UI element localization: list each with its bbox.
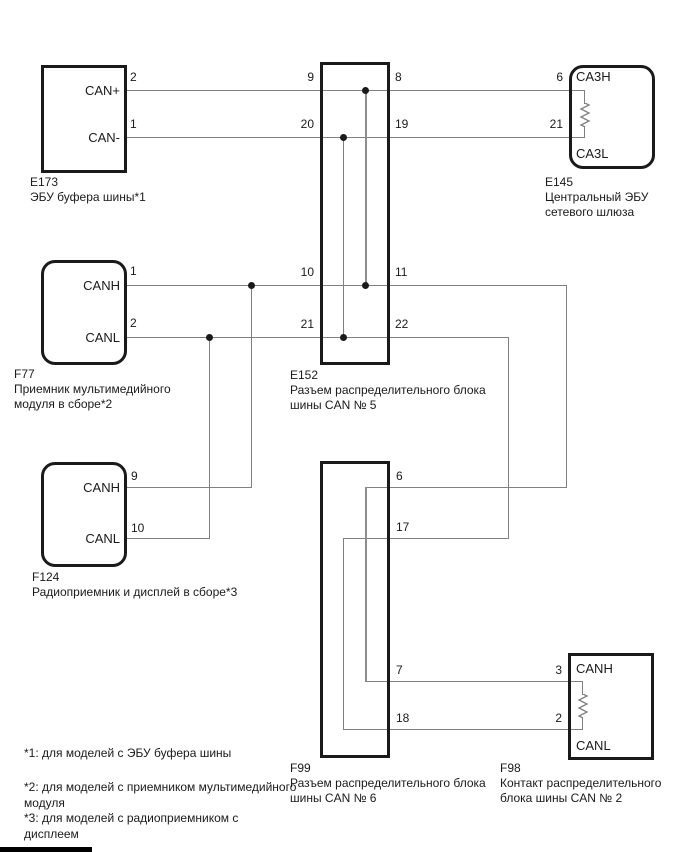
pin-number: 18: [396, 711, 410, 725]
terminal-label: CA3L: [576, 146, 609, 161]
terminal-label: CANH: [83, 278, 120, 293]
component-label-e173: [30, 175, 230, 205]
component-label-e145: [545, 175, 675, 220]
wire-f124-canl: [127, 538, 210, 539]
wire-f77-canl: [127, 337, 509, 338]
pin-number: 2: [130, 70, 137, 84]
junction-dot: [248, 282, 255, 289]
pin-number: 9: [307, 70, 314, 84]
f99-connector-box: [320, 461, 390, 758]
component-id: E152: [290, 368, 319, 382]
pin-number: 10: [300, 265, 314, 279]
footnote-2: *2: для моделей с приемником мультимедийного модуля: [24, 780, 297, 810]
component-id: E145: [545, 175, 574, 189]
wire-f99-pin6: [366, 487, 567, 488]
component-desc: Радиоприемник и дисплей в сборе*3: [32, 585, 238, 599]
terminal-label: CA3H: [576, 69, 611, 84]
terminal-label: CANL: [576, 738, 611, 753]
pin-number: 11: [395, 265, 408, 279]
pin-number: 7: [396, 663, 403, 677]
component-desc: Приемник мультимедийного модуля в сборе*2: [14, 382, 171, 411]
pin-number: 17: [396, 520, 410, 534]
pin-number: 21: [300, 317, 314, 331]
pin-number: 20: [300, 117, 314, 131]
component-id: F124: [32, 570, 60, 584]
wire-f124-canh-branch: [251, 285, 252, 488]
wire-canl-vertical-right: [508, 337, 509, 539]
e152-connector-box: [320, 62, 390, 365]
pin-number: 22: [395, 317, 409, 331]
bottom-edge-bar: [0, 847, 92, 852]
component-label-f124: [32, 570, 292, 600]
pin-number: 19: [395, 117, 409, 131]
pin-number: 3: [555, 663, 562, 677]
component-id: F99: [290, 761, 311, 775]
pin-number: 2: [130, 316, 137, 330]
component-desc: Центральный ЭБУ сетевого шлюза: [545, 190, 649, 219]
pin-number: 21: [549, 117, 563, 131]
f77-box: [41, 260, 127, 365]
pin-number: 2: [555, 711, 562, 725]
terminal-label: CANL: [85, 531, 120, 546]
component-label-f98: [500, 761, 675, 806]
component-id: F77: [14, 367, 35, 381]
junction-dot: [206, 334, 213, 341]
component-desc: Разъем распределительного блока шины CAN № 5: [290, 383, 486, 412]
component-label-f77: [14, 367, 184, 412]
footnote-1: *1: для моделей с ЭБУ буфера шины: [24, 746, 232, 760]
component-desc: ЭБУ буфера шины*1: [30, 190, 146, 204]
wire-f98-canh: [366, 681, 583, 682]
footnote-3: *3: для моделей с радиоприемником с дисплеем: [24, 811, 239, 841]
pin-number: 6: [556, 70, 563, 84]
terminal-label: CANH: [83, 480, 120, 495]
pin-number: 9: [131, 469, 138, 483]
terminal-label: CANL: [85, 330, 120, 345]
f124-box: [41, 462, 127, 567]
component-desc: Контакт распределительного блока шины CAN № 2: [500, 776, 662, 805]
component-id: F98: [500, 761, 521, 775]
wire-f124-canh: [127, 487, 252, 488]
terminal-label: CAN-: [88, 130, 120, 145]
terminal-label: CAN+: [84, 83, 120, 98]
pin-number: 1: [130, 264, 137, 278]
component-id: E173: [30, 175, 59, 189]
component-label-f99: [290, 761, 495, 806]
pin-number: 8: [395, 70, 402, 84]
pin-number: 10: [131, 521, 145, 535]
wire-canh-vertical-right: [566, 285, 567, 488]
e173-box: [41, 65, 127, 173]
component-desc: Разъем распределительного блока шины CAN № 6: [290, 776, 486, 805]
component-label-e152: [290, 368, 495, 413]
pin-number: 6: [396, 469, 403, 483]
wire-f124-canl-branch: [209, 337, 210, 539]
pin-number: 1: [130, 117, 137, 131]
terminal-label: CANH: [576, 661, 613, 676]
